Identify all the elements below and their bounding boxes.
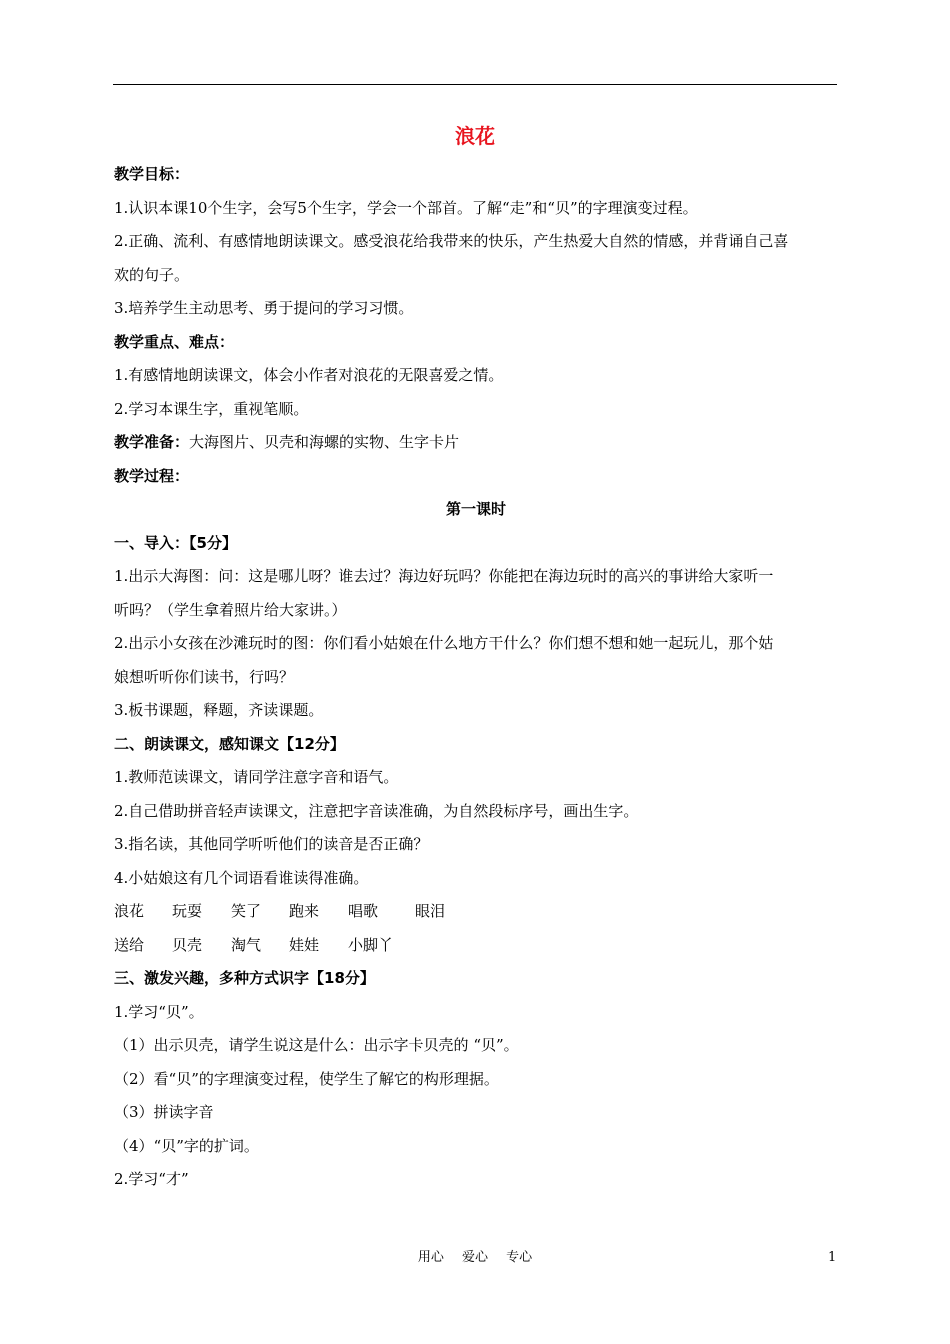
- section-3-heading: 三、激发兴趣，多种方式识字【18分】: [114, 969, 375, 987]
- section-1-item-1-line-1: 1.出示大海图：问：这是哪儿呀？谁去过？海边好玩吗？你能把在海边玩时的高兴的事讲给大家听一: [114, 567, 774, 585]
- section-3-sub-4: （4）“贝”字的扩词。: [114, 1136, 259, 1155]
- header-rule: [113, 84, 837, 85]
- section-3-sub-1: （1）出示贝壳，请学生说这是什么：出示字卡贝壳的 “贝”。: [114, 1036, 519, 1054]
- vocab-word: 浪花: [114, 902, 145, 920]
- section-1-item-2-line-1: 2.出示小女孩在沙滩玩时的图：你们看小姑娘在什么地方干什么？你们想不想和她一起玩儿，那个姑: [114, 634, 774, 652]
- objectives-heading: 教学目标：: [114, 165, 190, 183]
- key-points-heading: 教学重点、难点：: [114, 332, 235, 351]
- section-1-heading: 一、导入：【5分】: [114, 533, 237, 552]
- vocabulary-row-1: [114, 895, 838, 929]
- section-3-item-2: 2.学习“才”: [114, 1170, 189, 1188]
- vocab-word: 笑了: [231, 902, 262, 920]
- preparation-text: 大海图片、贝壳和海螺的实物、生字卡片: [189, 433, 460, 451]
- section-3-sub-2: （2）看“贝”的字理演变过程，使学生了解它的构形理据。: [114, 1069, 499, 1088]
- objective-3: 3.培养学生主动思考、勇于提问的学习习惯。: [114, 299, 414, 317]
- footer-motto: 用心 爱心 专心: [417, 1250, 533, 1265]
- vocab-word: 娃娃: [289, 935, 320, 954]
- vocab-word: 送给: [114, 935, 145, 954]
- section-2-heading: 二、朗读课文，感知课文【12分】: [114, 734, 345, 753]
- section-1-item-1-line-2: 听吗？（学生拿着照片给大家讲。）: [114, 600, 347, 619]
- vocab-word: 小脚丫: [348, 935, 394, 954]
- lesson-title: 第一课时: [445, 500, 506, 518]
- vocabulary-row-2: [114, 929, 838, 963]
- vocab-word: 淘气: [231, 935, 262, 954]
- section-1-item-2-line-2: 娘想听听你们读书，行吗？: [114, 667, 295, 686]
- section-2-item-3: 3.指名读，其他同学听听他们的读音是否正确？: [114, 835, 429, 853]
- key-point-2: 2.学习本课生字，重视笔顺。: [114, 399, 309, 418]
- section-2-item-2: 2.自己借助拼音轻声读课文，注意把字音读准确，为自然段标序号，画出生字。: [114, 801, 639, 820]
- document-title: 浪花: [455, 124, 495, 148]
- section-2-item-1: 1.教师范读课文，请同学注意字音和语气。: [114, 768, 399, 786]
- document-body: [114, 158, 838, 1197]
- section-2-item-4: 4.小姑娘这有几个词语看谁读得准确。: [114, 868, 369, 887]
- objective-2-line-1: 2.正确、流利、有感情地朗读课文。感受浪花给我带来的快乐，产生热爱大自然的情感，并背诵自己喜: [114, 232, 789, 250]
- process-heading: 教学过程：: [114, 466, 190, 485]
- key-point-1: 1.有感情地朗读课文，体会小作者对浪花的无限喜爱之情。: [114, 366, 504, 384]
- preparation-line: [114, 426, 838, 460]
- objective-1: 1.认识本课10个生字，会写5个生字，学会一个部首。了解“走”和“贝”的字理演变过程。: [114, 198, 698, 217]
- preparation-heading: 教学准备：: [114, 433, 190, 451]
- section-3-item-1: 1.学习“贝”。: [114, 1002, 204, 1021]
- vocab-word: 玩耍: [172, 902, 203, 920]
- page-number: 1: [828, 1250, 837, 1265]
- objective-2-line-2: 欢的句子。: [114, 265, 190, 284]
- vocab-word: 眼泪: [415, 902, 446, 920]
- vocab-word: 跑来: [289, 902, 320, 920]
- vocab-word: 唱歌: [348, 902, 379, 920]
- section-1-item-3: 3.板书课题，释题，齐读课题。: [114, 701, 324, 719]
- section-3-sub-3: （3）拼读字音: [114, 1103, 214, 1121]
- vocab-word: 贝壳: [172, 935, 203, 954]
